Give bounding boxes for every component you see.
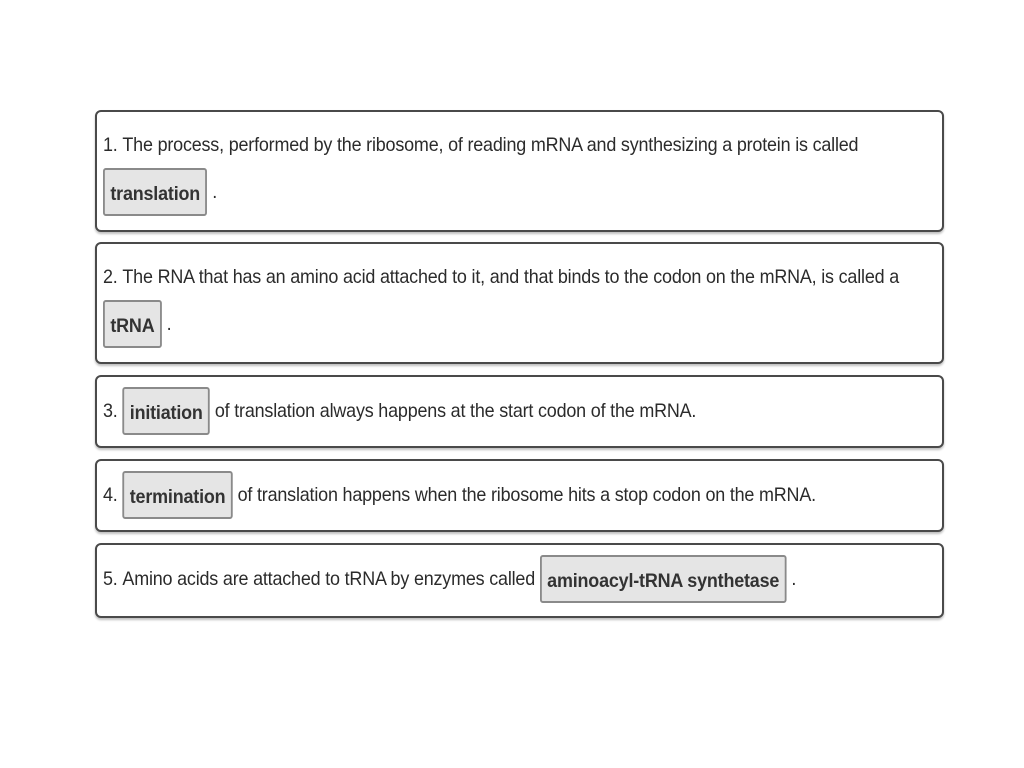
question-2-number: 2.	[103, 265, 118, 288]
question-5-row	[103, 555, 796, 603]
question-4-row	[103, 471, 816, 519]
question-1-text: The process, performed by the ribosome, of reading mRNA and synthesizing a protein is called	[122, 133, 859, 156]
question-1-number: 1.	[103, 133, 118, 156]
question-1-card	[95, 110, 944, 232]
question-1-answer-row	[103, 168, 217, 216]
question-5-text: Amino acids are attached to tRNA by enzymes called	[122, 568, 536, 590]
question-1-period: .	[212, 181, 218, 203]
question-3-text: of translation always happens at the start codon of the mRNA.	[214, 400, 697, 422]
question-1-prompt	[103, 132, 858, 157]
question-2-answer-row	[103, 300, 171, 348]
question-5-answer-chip[interactable]: aminoacyl-tRNA synthetase	[540, 555, 787, 603]
question-3-number: 3.	[103, 400, 118, 422]
question-2-answer-chip[interactable]: tRNA	[103, 300, 162, 348]
question-4-answer-chip[interactable]: termination	[122, 471, 232, 519]
question-3-answer-chip[interactable]: initiation	[122, 387, 210, 435]
question-4-number: 4.	[103, 484, 118, 506]
question-5-period: .	[791, 568, 797, 590]
question-2-text: The RNA that has an amino acid attached to it, and that binds to the codon on the mRNA, is called a	[122, 265, 900, 288]
question-4-card	[95, 459, 944, 532]
question-3-row	[103, 387, 696, 435]
question-2-period: .	[166, 313, 172, 335]
question-5-card	[95, 543, 944, 618]
question-1-answer-chip[interactable]: translation	[103, 168, 207, 216]
question-3-card	[95, 375, 944, 448]
question-4-text: of translation happens when the ribosome hits a stop codon on the mRNA.	[237, 484, 816, 506]
question-2-card	[95, 242, 944, 364]
question-5-number: 5.	[103, 568, 118, 590]
question-2-prompt	[103, 264, 899, 289]
